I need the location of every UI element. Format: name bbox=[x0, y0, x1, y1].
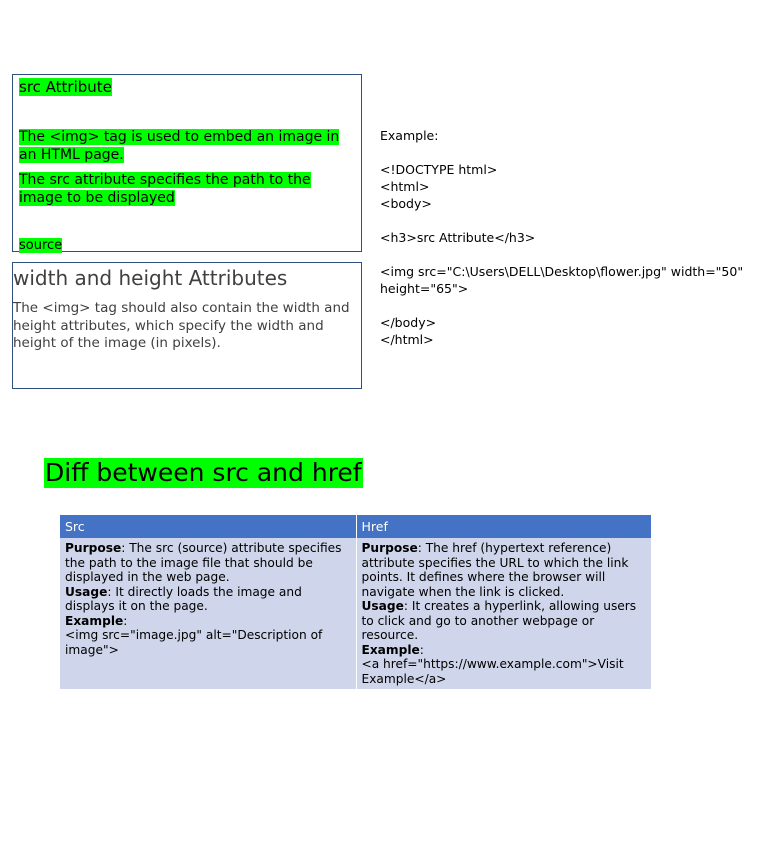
purpose-label: Purpose bbox=[361, 541, 418, 555]
example-code-block bbox=[380, 127, 750, 348]
example-code: <img src="image.jpg" alt="Description of image"> bbox=[65, 628, 323, 657]
src-attribute-paragraph-1: The <img> tag is used to embed an image in an HTML page. bbox=[19, 129, 340, 163]
code-line: <body> bbox=[380, 196, 432, 211]
header-src: Src bbox=[60, 515, 356, 538]
comparison-table bbox=[60, 515, 651, 689]
code-line: </body> bbox=[380, 315, 437, 330]
example-code: <a href="https://www.example.com">Visit Example</a> bbox=[361, 657, 624, 686]
code-line: <img src="C:\Users\DELL\Desktop\flower.jpg" width="50" height="65"> bbox=[380, 264, 748, 296]
source-label: source bbox=[19, 238, 63, 253]
width-height-title: width and height Attributes bbox=[13, 266, 288, 290]
href-cell: Purpose: The href (hypertext reference) attribute specifies the URL to which the link points. It defines where the browser will navigate when the link is clicked. Usage: It creates a hyperlink, allowing users to click and go to another webpage or resource. Example: <a href="https://www.example.com">Visit Example</a> bbox=[356, 538, 651, 689]
width-height-body: The <img> tag should also contain the width and height attributes, which specify the width and height of the image (in pixels). bbox=[13, 300, 350, 351]
usage-label: Usage bbox=[65, 584, 108, 599]
code-line: <!DOCTYPE html> bbox=[380, 162, 498, 177]
src-attribute-box bbox=[12, 74, 362, 252]
diff-heading: Diff between src and href bbox=[45, 458, 362, 487]
width-height-box bbox=[12, 262, 362, 389]
src-attribute-title: src Attribute bbox=[19, 78, 112, 96]
code-line: <html> bbox=[380, 179, 430, 194]
code-line: </html> bbox=[380, 332, 434, 347]
example-label: Example bbox=[65, 613, 124, 628]
src-cell: Purpose: The src (source) attribute specifies the path to the image file that should be displayed in the web page. Usage: It directly loads the image and displays it on the page. Example: <img src="image.jpg" alt="Description of image"> bbox=[60, 538, 356, 689]
usage-label: Usage bbox=[361, 599, 404, 613]
header-href: Href bbox=[356, 515, 651, 538]
example-label: Example bbox=[361, 642, 420, 657]
table-header-row bbox=[60, 515, 651, 538]
table-row bbox=[60, 538, 651, 689]
code-line: <h3>src Attribute</h3> bbox=[380, 230, 536, 245]
example-label: Example: bbox=[380, 128, 439, 143]
purpose-label: Purpose bbox=[65, 541, 122, 555]
src-attribute-paragraph-2: The src attribute specifies the path to the image to be displayed bbox=[19, 172, 311, 206]
